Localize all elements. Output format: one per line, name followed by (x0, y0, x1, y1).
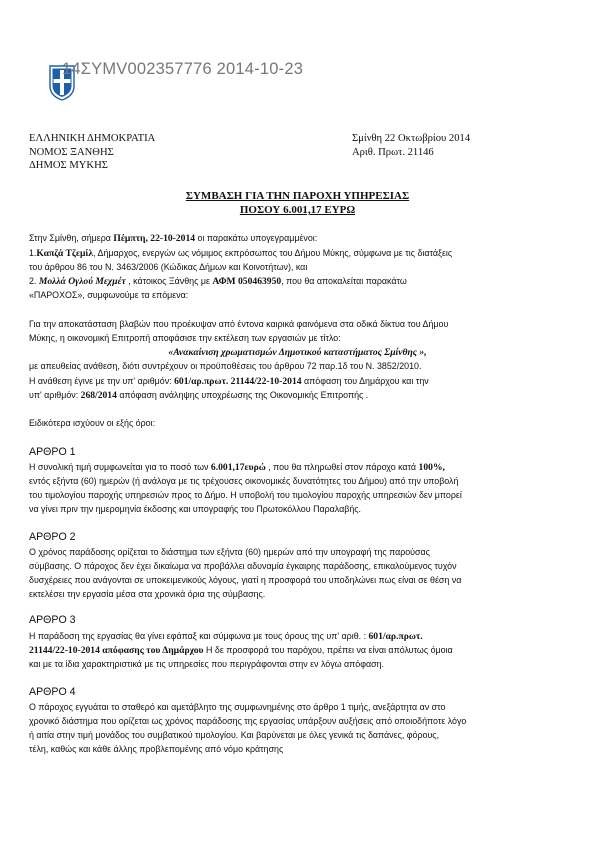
intro-line-2: 1.Καπζά Τζεμίλ, Δήμαρχος, ενεργών ως νόμιμος εκπρόσωπος του Δήμου Μύκης, σύμφωνα με τις διατάξεις (29, 248, 453, 259)
work-title: «Ανακαίνιση χρωματισμών Δημοτικού καταστήματος Σμίνθης », (168, 347, 427, 358)
article-4-line-3: ή αιτία στην τιμή μονάδος του συμβατικού τιμολογίου. Και βαρύνεται με όλες γενικά τις δαπάνες, φόρους, (29, 730, 440, 740)
body-line-4: με απευθείας ανάθεση, διότι συντρέχουν οι προϋποθέσεις του άρθρου 72 παρ.1δ του Ν. 3852/2010. (29, 361, 422, 371)
terms-intro: Ειδικότερα ισχύουν οι εξής όροι: (29, 418, 156, 428)
intro-line-5: «ΠΑΡΟΧΟΣ», συμφωνούμε τα επόμενα: (29, 290, 189, 300)
body-line-6: υπ' αριθμόν: 268/2014 απόφαση ανάληψης υποχρέωσης της Οικονομικής Επιτροπής . (29, 390, 369, 401)
date-block (352, 132, 470, 159)
article-2-line-3: δυσχέρειες που ανάγονται σε υποκειμενικούς λόγους, γιατί η προσφορά του υποδηλώνει πως είναι σε θέση να (29, 575, 462, 585)
protocol-number: Αριθ. Πρωτ. 21146 (352, 146, 434, 158)
article-1-line-2: εντός εξήντα (60) ημερών (ή ανάλογα με τις τρέχουσες οικονομικές δυνατότητες του Δήμου) από την υποβολή (29, 476, 459, 486)
intro-line-1: Στην Σμίνθη, σήμερα Πέμπτη, 22-10-2014 οι παρακάτω υπογεγραμμένοι: (29, 233, 318, 244)
issuer-block (29, 132, 155, 173)
article-3-line-1: Η παράδοση της εργασίας θα γίνει εφάπαξ και σύμφωνα με τους όρους της υπ' αριθ. : 601/αρ.πρωτ. (29, 631, 423, 642)
issuer-country: ΕΛΛΗΝΙΚΗ ΔΗΜΟΚΡΑΤΙΑ (29, 133, 156, 144)
article-4-line-1: Ο πάροχος εγγυάται το σταθερό και αμετάβλητο της συμφωνημένης στο άρθρο 1 τιμής, ανεξάρτητα αν στο (29, 702, 446, 712)
issuer-prefecture: ΝΟΜΟΣ ΞΑΝΘΗΣ (29, 146, 114, 158)
article-1-line-1: Η συνολική τιμή συμφωνείται για το ποσό των 6.001,17ευρώ , που θα πληρωθεί στον πάροχο κατά 100%, (29, 462, 445, 473)
body-line-2: Μύκης, η οικονομική Επιτροπή αποφάσισε την εκτέλεση των εργασιών με τίτλο: (29, 333, 341, 343)
article-3-line-3: και με τα ίδια χαρακτηριστικά με τις υπηρεσίες που περιγράφονται στην εν λόγω απόφαση. (29, 659, 384, 669)
body-line-1: Για την αποκατάσταση βλαβών που προέκυψαν από έντονα καιρικά φαινόμενα στα οδικά δίκτυα του Δήμου (29, 319, 449, 329)
article-4-heading: ΑΡΘΡΟ 4 (29, 686, 76, 698)
body-line-5: Η ανάθεση έγινε με την υπ' αριθμόν: 601/αρ.πρωτ. 21144/22-10-2014 απόφαση του Δημάρχου και την (29, 376, 429, 387)
article-1-line-4: να γίνει πριν την ημερομηνία έκδοσης και υπογραφής του Πρωτοκόλλου Παραλαβής. (29, 504, 362, 514)
issuer-municipality: ΔΗΜΟΣ ΜΥΚΗΣ (29, 160, 108, 171)
article-1-line-3: του τιμολογίου παροχής υπηρεσιών προς το Δήμο. Η υποβολή του τιμολογίου παροχής υπηρεσιών δεν μπορεί (29, 490, 462, 500)
article-4-line-2: χρονικό διάστημα που ορίζεται ως χρόνος παράδοσης της εργασίας υπάρξουν αυξήσεις από οποιοδήποτε λόγο (29, 716, 467, 726)
article-2-heading: ΑΡΘΡΟ 2 (29, 531, 76, 543)
intro-line-4: 2. Μολλά Ογλού Μεχμέτ , κάτοικος Ξάνθης με ΑΦΜ 050463950, που θα αποκαλείται παρακάτω (29, 276, 407, 287)
intro-line-3: του άρθρου 86 του Ν. 3463/2006 (Κώδικας Δήμων και Κοινοτήτων), και (29, 262, 308, 272)
article-2-line-1: Ο χρόνος παράδοσης ορίζεται το διάστημα των εξήντα (60) ημερών από την υπογραφή της παρούσας (29, 547, 430, 557)
article-2-line-2: σύμβασης. Ο πάροχος δεν έχει δικαίωμα να προβάλλει αδυναμία έγκαιρης παράδοσης, επικαλούμενος τυχόν (29, 561, 457, 571)
article-3-heading: ΑΡΘΡΟ 3 (29, 614, 76, 626)
contract-amount-title: ΠΟΣΟΥ 6.001,17 ΕΥΡΩ (239, 204, 356, 216)
contract-title: ΣΥΜΒΑΣΗ ΓΙΑ ΤΗΝ ΠΑΡΟΧΗ ΥΠΗΡΕΣΙΑΣ (185, 190, 410, 202)
document-id-stamp: 14ΣΥΜV002357776 2014-10-23 (62, 60, 304, 78)
article-2-line-4: εκτελέσει την εργασία μέσα στα χρονικά όρια της σύμβασης. (29, 589, 266, 599)
document-date: Σμίνθη 22 Οκτωβρίου 2014 (352, 133, 471, 144)
article-4-line-4: τέλη, καθώς και κάθε άλλης προβλεπομένης από νόμο κράτησης (29, 744, 284, 754)
article-1-heading: ΑΡΘΡΟ 1 (29, 446, 76, 458)
article-3-line-2: 21144/22-10-2014 απόφασης του Δημάρχου Η δε προσφορά του παρόχου, πρέπει να είναι απόλυτως όμοια (29, 645, 453, 656)
